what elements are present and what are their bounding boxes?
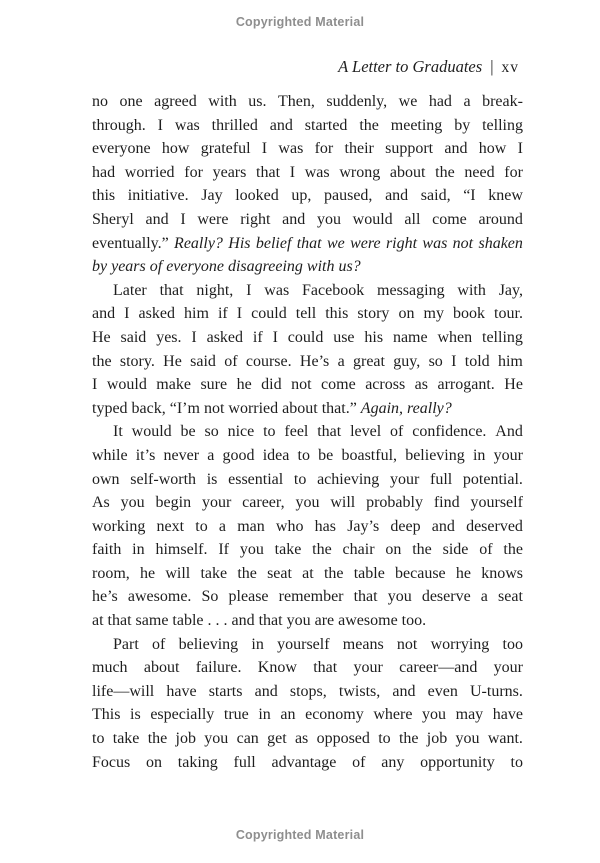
text-line: It would be so nice to feel that level of confidence. And — [113, 423, 523, 441]
copyright-notice-bottom: Copyrighted Material — [235, 828, 365, 842]
text-line: life—will have starts and stops, twists, and even U-turns. — [92, 682, 523, 700]
page-number: xv — [501, 59, 519, 76]
text-line: Sheryl and I were right and you would all come around — [92, 210, 523, 228]
text-line: Later that night, I was Facebook messaging with Jay, — [113, 281, 523, 299]
text-line: had worried for years that I was wrong about the need for — [92, 163, 523, 181]
paragraph — [92, 633, 523, 775]
text-line: working next to a man who has Jay’s deep and deserved — [92, 517, 523, 535]
paragraph — [92, 279, 523, 421]
text-line: the story. He said of course. He’s a great guy, so I told him — [92, 352, 523, 370]
text-line: by years of everyone disagreeing with us? — [92, 258, 361, 276]
text-line: to take the job you can get as opposed to the job you want. — [92, 730, 523, 748]
text-line: he’s awesome. So please remember that you deserve a seat — [92, 588, 523, 606]
text-line: and I asked him if I could tell this story on my book tour. — [92, 305, 523, 323]
running-header — [92, 57, 519, 77]
text-line: while it’s never a good idea to be boastful, believing in your — [92, 446, 523, 464]
text-line: typed back, “I’m not worried about that.” Again, really? — [92, 399, 452, 417]
text-line: own self-worth is essential to achieving your full potential. — [92, 470, 523, 488]
text-line: This is especially true in an economy where you may have — [92, 706, 523, 724]
text-line: I would make sure he did not come across as arrogant. He — [92, 376, 523, 394]
text-block — [92, 90, 523, 774]
paragraph — [92, 420, 523, 632]
paragraph — [92, 90, 523, 279]
text-line: faith in himself. If you take the chair on the side of the — [92, 541, 523, 559]
text-line: Focus on taking full advantage of any opportunity to — [92, 753, 523, 771]
text-line: room, he will take the seat at the table because he knows — [92, 564, 523, 582]
text-line: through. I was thrilled and started the meeting by telling — [92, 116, 523, 134]
text-line: much about failure. Know that your career—and your — [92, 659, 523, 677]
text-line: As you begin your career, you will probably find yourself — [92, 494, 523, 512]
text-line: this initiative. Jay looked up, paused, and said, “I knew — [92, 187, 523, 205]
chapter-title: A Letter to Graduates — [338, 57, 483, 76]
text-line: Part of believing in yourself means not worrying too — [113, 635, 523, 653]
text-line: eventually.” Really? His belief that we were right was not shaken — [92, 234, 523, 252]
text-line: He said yes. I asked if I could use his name when telling — [92, 328, 523, 346]
text-line: no one agreed with us. Then, suddenly, we had a break- — [92, 93, 523, 110]
text-line: everyone how grateful I was for their support and how I — [92, 140, 523, 158]
copyright-notice-top: Copyrighted Material — [235, 15, 365, 29]
text-line: at that same table . . . and that you are awesome too. — [92, 612, 427, 630]
header-separator: | — [490, 57, 494, 76]
